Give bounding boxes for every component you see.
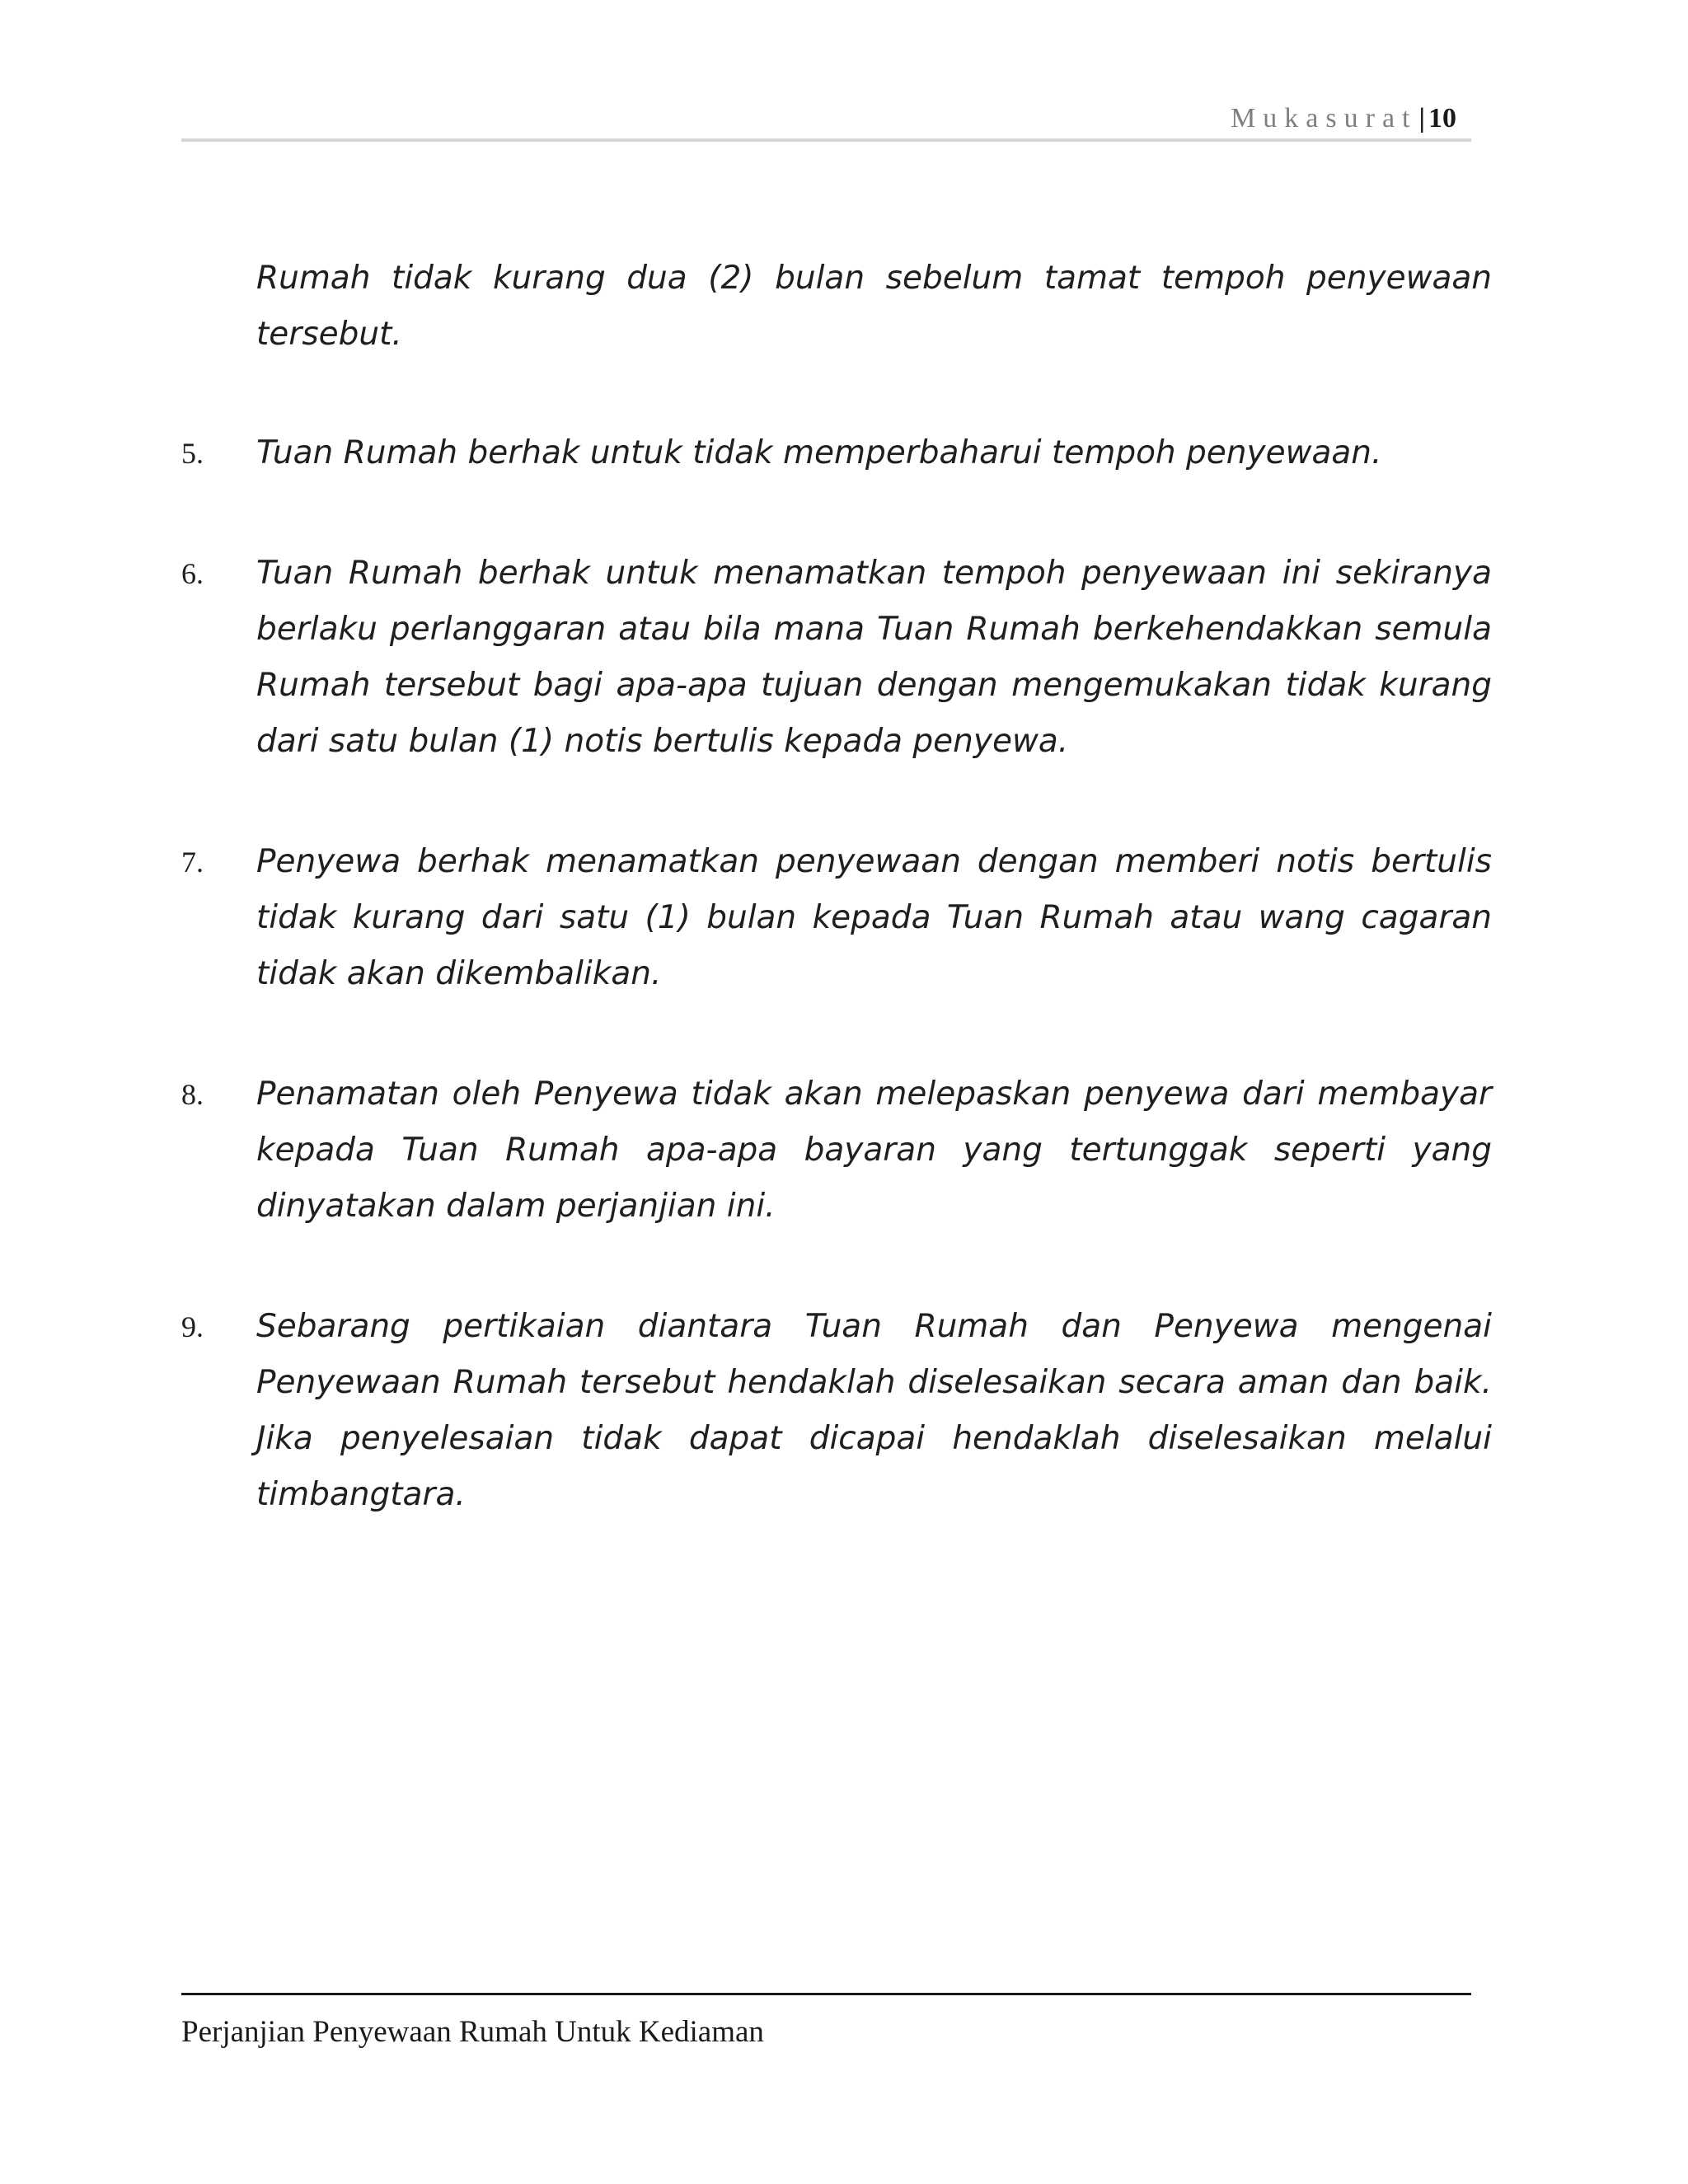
- header-separator: |: [1418, 103, 1425, 134]
- clause-text: Penyewa berhak menamatkan penyewaan dengan memberi notis bertulis tidak kurang dari satu (1) bulan kepada Tuan Rumah atau wang cagaran tidak akan dikembalikan.: [256, 843, 1492, 992]
- page-label: Mukasurat: [1231, 103, 1418, 134]
- clause-text: Penamatan oleh Penyewa tidak akan melepaskan penyewa dari membayar kepada Tuan Rumah apa-apa bayaran yang tertunggak seperti yang dinyatakan dalam perjanjian ini.: [256, 1076, 1492, 1225]
- clause-number: 8.: [181, 1078, 204, 1111]
- clause-text: Tuan Rumah berhak untuk tidak memperbaharui tempoh penyewaan.: [256, 434, 1382, 471]
- clause-6: [181, 546, 1492, 770]
- clause-7: [181, 834, 1492, 1002]
- clause-5: [181, 425, 1492, 481]
- clause-number: 5.: [181, 437, 204, 470]
- footer-divider: [181, 1993, 1471, 1995]
- continued-paragraph: [181, 251, 1492, 363]
- clause-number: 7.: [181, 846, 204, 879]
- clause-text: Sebarang pertikaian diantara Tuan Rumah dan Penyewa mengenai Penyewaan Rumah tersebut hendaklah diselesaikan secara aman dan baik. Jika penyelesaian tidak dapat dicapai hendaklah diselesaikan melalui timbangtara.: [256, 1308, 1492, 1513]
- footer-title: Perjanjian Penyewaan Rumah Untuk Kediaman: [181, 2015, 764, 2049]
- document-body: [181, 251, 1492, 1587]
- page-header: [181, 99, 1471, 142]
- paragraph-text: Rumah tidak kurang dua (2) bulan sebelum tamat tempoh penyewaan tersebut.: [256, 260, 1492, 353]
- page-number: 10: [1428, 103, 1456, 134]
- clause-text: Tuan Rumah berhak untuk menamatkan tempoh penyewaan ini sekiranya berlaku perlanggaran atau bila mana Tuan Rumah berkehendakkan semula Rumah tersebut bagi apa-apa tujuan dengan mengemukakan tidak kurang dari satu bulan (1) notis bertulis kepada penyewa.: [256, 555, 1492, 760]
- clause-8: [181, 1066, 1492, 1235]
- clause-number: 9.: [181, 1310, 204, 1343]
- clause-9: [181, 1299, 1492, 1523]
- clause-number: 6.: [181, 557, 204, 590]
